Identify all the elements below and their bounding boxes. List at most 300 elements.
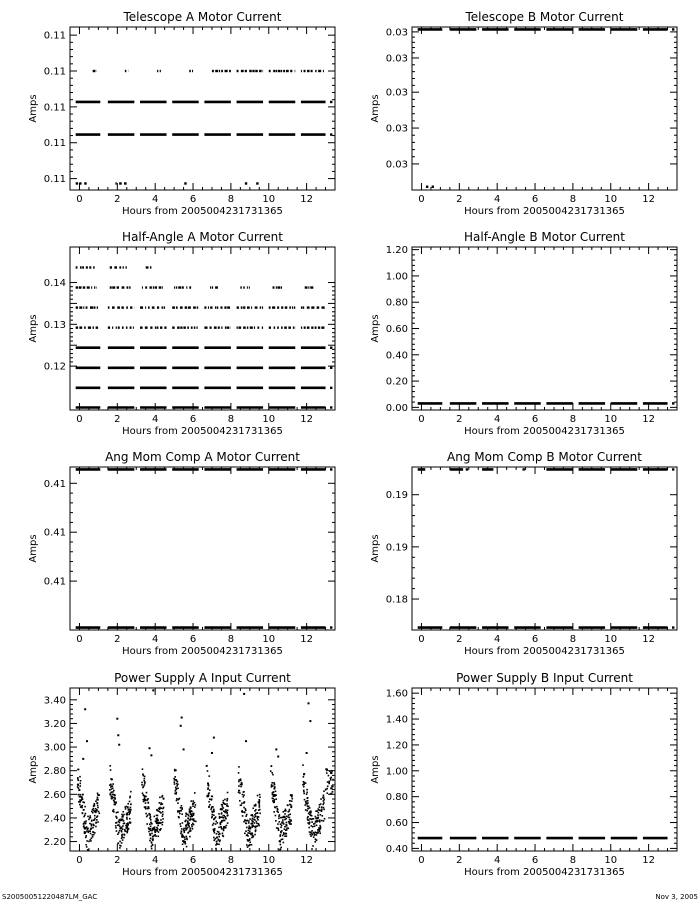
data-point — [241, 783, 243, 785]
x-tick-label: 6 — [189, 855, 197, 866]
data-point — [173, 781, 175, 783]
data-point — [249, 827, 251, 829]
data-point — [319, 827, 321, 829]
data-point — [313, 823, 315, 825]
data-point — [258, 824, 260, 826]
data-point — [111, 796, 113, 798]
x-tick-label: 4 — [151, 194, 159, 205]
data-point — [190, 810, 192, 812]
data-point — [112, 783, 114, 785]
data-point — [256, 182, 258, 184]
data-point — [672, 28, 674, 30]
data-point — [215, 823, 217, 825]
data-point — [143, 786, 145, 788]
data-point — [330, 101, 332, 103]
y-tick-label: 0.13 — [43, 319, 66, 331]
data-point — [330, 347, 332, 349]
y-tick-label: 0.60 — [385, 818, 408, 830]
data-point — [144, 795, 146, 797]
data-point — [208, 775, 210, 777]
x-tick-label: 8 — [227, 414, 235, 425]
data-point — [280, 844, 282, 846]
data-point — [95, 822, 97, 824]
data-point — [259, 794, 261, 796]
chart-title: Power Supply B Input Current — [456, 671, 633, 685]
y-tick-label: 1.20 — [385, 740, 408, 752]
y-tick-label: 0.14 — [43, 278, 66, 290]
data-point — [252, 834, 254, 836]
data-point — [323, 800, 325, 802]
data-point — [181, 717, 183, 719]
data-point — [77, 778, 79, 780]
x-tick-label: 12 — [642, 634, 655, 645]
data-point — [141, 782, 143, 784]
chart-title: Half-Angle A Motor Current — [122, 230, 283, 244]
data-point — [119, 845, 121, 847]
data-point — [82, 813, 84, 815]
data-point — [238, 785, 240, 787]
y-tick-label: 0.03 — [385, 123, 408, 135]
data-point — [190, 816, 192, 818]
data-point — [176, 783, 178, 785]
y-tick-label: 0.03 — [385, 159, 408, 171]
data-point — [306, 789, 308, 791]
data-point — [214, 832, 216, 834]
data-point — [95, 826, 97, 828]
data-point — [182, 843, 184, 845]
data-point — [306, 810, 308, 812]
data-point — [332, 791, 334, 793]
data-point — [123, 820, 125, 822]
plot-area — [76, 468, 333, 629]
data-point — [283, 832, 285, 834]
data-point — [321, 806, 323, 808]
data-point — [331, 787, 333, 789]
data-point — [213, 839, 215, 841]
data-point — [142, 792, 144, 794]
data-point — [126, 806, 128, 808]
data-point — [240, 780, 242, 782]
y-tick-label: 0.19 — [385, 542, 408, 554]
data-point — [248, 820, 250, 822]
data-point — [317, 814, 319, 816]
data-point — [129, 821, 131, 823]
data-point — [314, 825, 316, 827]
data-point — [90, 827, 92, 829]
x-tick-label: 12 — [300, 194, 313, 205]
data-point — [85, 837, 87, 839]
data-point — [214, 838, 216, 840]
data-point — [130, 807, 132, 809]
data-point — [174, 770, 176, 772]
data-point — [150, 819, 152, 821]
data-point — [87, 816, 89, 818]
y-tick-label: 0.19 — [385, 490, 408, 502]
data-point — [323, 797, 325, 799]
data-point — [273, 782, 275, 784]
data-point — [289, 822, 291, 824]
data-point — [79, 799, 81, 801]
data-point — [119, 841, 121, 843]
data-point — [97, 805, 99, 807]
data-point — [160, 828, 162, 830]
data-point — [190, 814, 192, 816]
data-point — [226, 800, 228, 802]
data-point — [220, 826, 222, 828]
data-point — [209, 804, 211, 806]
x-tick-label: 6 — [531, 634, 539, 645]
data-point — [323, 809, 325, 811]
data-point — [319, 806, 321, 808]
data-point — [194, 792, 196, 794]
data-point — [89, 823, 91, 825]
data-point — [242, 794, 244, 796]
plot-area — [418, 402, 675, 404]
data-point — [118, 832, 120, 834]
data-point — [144, 781, 146, 783]
data-point — [330, 779, 332, 781]
data-point — [311, 825, 313, 827]
data-point — [330, 406, 332, 408]
data-point — [150, 816, 152, 818]
data-point — [306, 752, 308, 754]
data-point — [284, 810, 286, 812]
cycle-5 — [206, 765, 229, 851]
y-axis-label: Amps — [370, 314, 381, 343]
data-point — [273, 798, 275, 800]
y-tick-label: 0.80 — [385, 792, 408, 804]
data-point — [218, 834, 220, 836]
data-point — [321, 815, 323, 817]
data-point — [223, 830, 225, 832]
data-point — [310, 832, 312, 834]
data-point — [238, 792, 240, 794]
data-point — [77, 769, 79, 771]
chart-panel-5 — [28, 450, 335, 657]
plot-area — [76, 71, 333, 185]
plot-area — [418, 468, 675, 629]
data-point — [243, 794, 245, 796]
data-point — [122, 816, 124, 818]
data-point — [222, 817, 224, 819]
data-point — [259, 813, 261, 815]
data-point — [302, 784, 304, 786]
data-point — [177, 788, 179, 790]
data-point — [316, 840, 318, 842]
data-point — [91, 823, 93, 825]
y-tick-label: 0.03 — [385, 27, 408, 39]
data-point — [211, 806, 213, 808]
data-point — [227, 792, 229, 794]
data-point — [93, 825, 95, 827]
data-point — [94, 818, 96, 820]
data-point — [155, 820, 157, 822]
data-point — [245, 815, 247, 817]
x-tick-label: 0 — [76, 634, 83, 645]
data-point — [109, 794, 111, 796]
data-point — [325, 789, 327, 791]
data-point — [78, 794, 80, 796]
data-point — [90, 840, 92, 842]
data-point — [88, 830, 90, 832]
data-point — [185, 843, 187, 845]
data-point — [246, 827, 248, 829]
data-point — [129, 811, 131, 813]
data-point — [87, 828, 89, 830]
data-point — [317, 808, 319, 810]
data-point — [183, 828, 185, 830]
data-point — [112, 787, 114, 789]
data-point — [221, 828, 223, 830]
data-point — [216, 841, 218, 843]
data-point — [142, 794, 144, 796]
y-tick-label: 0.11 — [43, 66, 66, 78]
data-point — [77, 784, 79, 786]
data-point — [242, 811, 244, 813]
y-axis-label: Amps — [370, 534, 381, 563]
data-point — [248, 830, 250, 832]
data-point — [111, 798, 113, 800]
data-point — [181, 831, 183, 833]
data-point — [115, 825, 117, 827]
x-tick-label: 0 — [418, 634, 425, 645]
data-point — [174, 783, 176, 785]
data-point — [240, 804, 242, 806]
data-point — [283, 823, 285, 825]
data-point — [272, 795, 274, 797]
data-point — [303, 781, 305, 783]
data-point — [121, 836, 123, 838]
data-point — [143, 801, 145, 803]
plot-area — [77, 689, 334, 853]
data-point — [291, 798, 293, 800]
data-point — [330, 468, 332, 470]
data-point — [241, 802, 243, 804]
data-point — [159, 829, 161, 831]
data-point — [288, 821, 290, 823]
data-point — [121, 814, 123, 816]
data-point — [313, 832, 315, 834]
data-point — [216, 843, 218, 845]
data-point — [309, 812, 311, 814]
data-point — [312, 818, 314, 820]
data-point — [247, 832, 249, 834]
y-tick-label: 2.80 — [43, 766, 66, 778]
data-point — [223, 800, 225, 802]
data-point — [91, 838, 93, 840]
data-point — [314, 841, 316, 843]
data-point — [291, 800, 293, 802]
data-point — [309, 821, 311, 823]
data-point — [303, 793, 305, 795]
data-point — [181, 828, 183, 830]
data-point — [130, 791, 132, 793]
data-point — [220, 824, 222, 826]
x-axis-label: Hours from 2005004231731365 — [122, 646, 283, 657]
data-point — [130, 809, 132, 811]
data-point — [239, 792, 241, 794]
data-point — [240, 786, 242, 788]
data-point — [192, 828, 194, 830]
data-point — [82, 758, 84, 760]
data-point — [255, 805, 257, 807]
data-point — [185, 825, 187, 827]
x-tick-label: 2 — [114, 194, 121, 205]
data-point — [184, 182, 186, 184]
data-point — [117, 734, 119, 736]
data-point — [319, 821, 321, 823]
data-point — [152, 836, 154, 838]
data-point — [332, 779, 334, 781]
data-point — [149, 814, 151, 816]
data-point — [275, 798, 277, 800]
data-point — [127, 807, 129, 809]
data-point — [309, 831, 311, 833]
data-point — [191, 819, 193, 821]
data-point — [124, 834, 126, 836]
plot-frame — [70, 27, 335, 190]
data-point — [149, 833, 151, 835]
data-point — [116, 812, 118, 814]
data-point — [331, 770, 333, 772]
data-point — [286, 824, 288, 826]
date-label: Nov 3, 2005 — [655, 893, 698, 901]
data-point — [156, 809, 158, 811]
data-point — [180, 810, 182, 812]
plot-area — [76, 267, 333, 408]
x-tick-label: 10 — [262, 414, 276, 425]
x-tick-label: 4 — [151, 414, 159, 425]
data-point — [147, 802, 149, 804]
y-tick-label: 1.00 — [385, 766, 408, 778]
x-tick-label: 10 — [262, 194, 276, 205]
data-point — [275, 807, 277, 809]
data-point — [180, 825, 182, 827]
data-point — [244, 833, 246, 835]
data-point — [217, 822, 219, 824]
data-point — [87, 849, 89, 851]
data-point — [97, 799, 99, 801]
data-point — [150, 838, 152, 840]
data-point — [113, 799, 115, 801]
data-point — [82, 794, 84, 796]
x-tick-label: 12 — [642, 194, 655, 205]
data-point — [149, 840, 151, 842]
data-point — [216, 833, 218, 835]
x-tick-label: 6 — [531, 414, 539, 425]
data-point — [148, 827, 150, 829]
data-point — [153, 816, 155, 818]
data-point — [329, 771, 331, 773]
data-point — [85, 844, 87, 846]
data-point — [190, 830, 192, 832]
data-point — [255, 829, 257, 831]
data-point — [247, 835, 249, 837]
data-point — [315, 816, 317, 818]
data-point — [257, 795, 259, 797]
plot-frame — [412, 467, 677, 630]
data-point — [146, 823, 148, 825]
y-tick-label: 0.03 — [385, 53, 408, 65]
data-point — [672, 468, 674, 470]
data-point — [179, 823, 181, 825]
data-point — [83, 809, 85, 811]
y-tick-label: 0.00 — [385, 402, 408, 414]
y-tick-label: 1.00 — [385, 271, 408, 283]
data-point — [182, 834, 184, 836]
plot-frame — [412, 27, 677, 190]
data-point — [227, 822, 229, 824]
data-point — [117, 843, 119, 845]
data-point — [289, 800, 291, 802]
data-point — [121, 831, 123, 833]
data-point — [114, 794, 116, 796]
data-point — [183, 829, 185, 831]
data-point — [245, 820, 247, 822]
data-point — [219, 816, 221, 818]
data-point — [238, 766, 240, 768]
data-point — [195, 804, 197, 806]
data-point — [320, 814, 322, 816]
data-point — [281, 825, 283, 827]
data-point — [279, 814, 281, 816]
data-point — [192, 803, 194, 805]
data-point — [96, 809, 98, 811]
x-tick-label: 12 — [300, 414, 313, 425]
data-point — [282, 821, 284, 823]
chart-title: Ang Mom Comp B Motor Current — [447, 450, 642, 464]
data-point — [185, 813, 187, 815]
data-point — [84, 828, 86, 830]
data-point — [85, 835, 87, 837]
data-point — [257, 816, 259, 818]
data-point — [290, 806, 292, 808]
data-point — [208, 801, 210, 803]
y-axis-label: Amps — [370, 94, 381, 123]
data-point — [270, 765, 272, 767]
y-tick-label: 0.20 — [385, 376, 408, 388]
data-point — [81, 807, 83, 809]
data-point — [86, 840, 88, 842]
data-point — [317, 832, 319, 834]
data-point — [152, 829, 154, 831]
data-point — [187, 832, 189, 834]
data-point — [304, 804, 306, 806]
data-point — [159, 802, 161, 804]
data-point — [157, 825, 159, 827]
data-point — [212, 824, 214, 826]
data-point — [88, 841, 90, 843]
chart-title: Ang Mom Comp A Motor Current — [105, 450, 300, 464]
data-point — [259, 805, 261, 807]
data-point — [127, 828, 129, 830]
data-point — [227, 798, 229, 800]
x-tick-label: 10 — [604, 414, 618, 425]
data-point — [255, 826, 257, 828]
data-point — [283, 842, 285, 844]
data-point — [176, 800, 178, 802]
data-point — [121, 827, 123, 829]
data-point — [145, 813, 147, 815]
data-point — [243, 796, 245, 798]
data-point — [97, 807, 99, 809]
data-point — [145, 802, 147, 804]
data-point — [326, 768, 328, 770]
data-point — [189, 836, 191, 838]
y-tick-label: 0.40 — [385, 843, 408, 855]
data-point — [152, 838, 154, 840]
data-point — [275, 791, 277, 793]
